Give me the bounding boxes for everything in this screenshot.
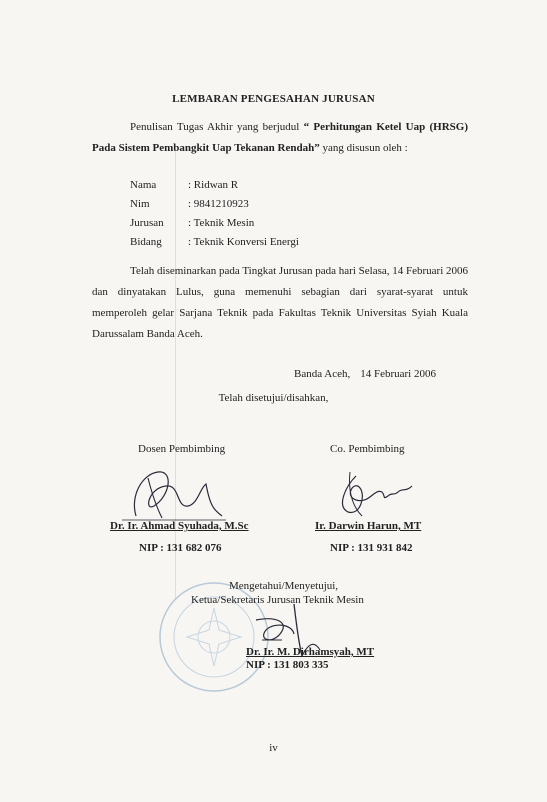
co-supervisor-name: Ir. Darwin Harun, MT <box>315 520 422 532</box>
body-paragraph: Telah diseminarkan pada Tingkat Jurusan pada hari Selasa, 14 Februari 2006 dan dinyatakan Lulus, guna memenuhi sebagian dari syarat-syarat untuk memperoleh gelar Sarjana Teknik pada Fakultas Teknik Universitas Syiah Kuala Darussalam Banda Aceh. <box>92 265 469 340</box>
co-supervisor-nip: NIP : 131 931 842 <box>330 542 413 554</box>
co-supervisor-role: Co. Pembimbing <box>330 443 405 455</box>
identity-label: Nama <box>130 179 157 191</box>
identity-label: Nim <box>130 198 150 210</box>
page-title: LEMBARAN PENGESAHAN JURUSAN <box>172 93 375 105</box>
place: Banda Aceh, <box>294 368 351 380</box>
supervisor-role: Dosen Pembimbing <box>138 443 226 455</box>
identity-value: : 9841210923 <box>188 198 249 210</box>
identity-row <box>130 214 299 233</box>
acknowledgement-line: Mengetahui/Menyetujui, <box>229 580 339 592</box>
supervisor-signature <box>118 466 228 524</box>
approval-line: Telah disetujui/disahkan, <box>218 392 329 404</box>
intro-paragraph <box>92 117 468 159</box>
page-number: iv <box>269 742 278 754</box>
supervisor-name: Dr. Ir. Ahmad Syuhada, M.Sc <box>110 520 249 532</box>
head-of-department-name: Dr. Ir. M. Dirhamsyah, MT <box>246 646 375 658</box>
intro-trail: yang disusun oleh : <box>319 142 408 154</box>
identity-value: : Teknik Konversi Energi <box>188 236 299 248</box>
identity-row <box>130 176 299 195</box>
identity-row <box>130 195 299 214</box>
identity-value: : Teknik Mesin <box>188 217 255 229</box>
identity-table <box>130 176 299 252</box>
identity-label: Jurusan <box>130 217 164 229</box>
acknowledgement-office: Ketua/Sekretaris Jurusan Teknik Mesin <box>191 594 364 606</box>
co-supervisor-signature <box>326 466 416 518</box>
thesis-title: “ Perhitungan Ketel Uap (HRSG) Pada Sistem Pembangkit Uap Tekanan Rendah” <box>92 121 469 154</box>
supervisor-nip: NIP : 131 682 076 <box>139 542 222 554</box>
intro-lead: Penulisan Tugas Akhir yang berjudul <box>130 121 304 133</box>
place-date <box>294 368 436 380</box>
date: 14 Februari 2006 <box>360 368 436 380</box>
identity-label: Bidang <box>130 236 162 248</box>
identity-row <box>130 233 299 252</box>
head-of-department-nip: NIP : 131 803 335 <box>246 659 329 671</box>
identity-value: : Ridwan R <box>188 179 239 191</box>
